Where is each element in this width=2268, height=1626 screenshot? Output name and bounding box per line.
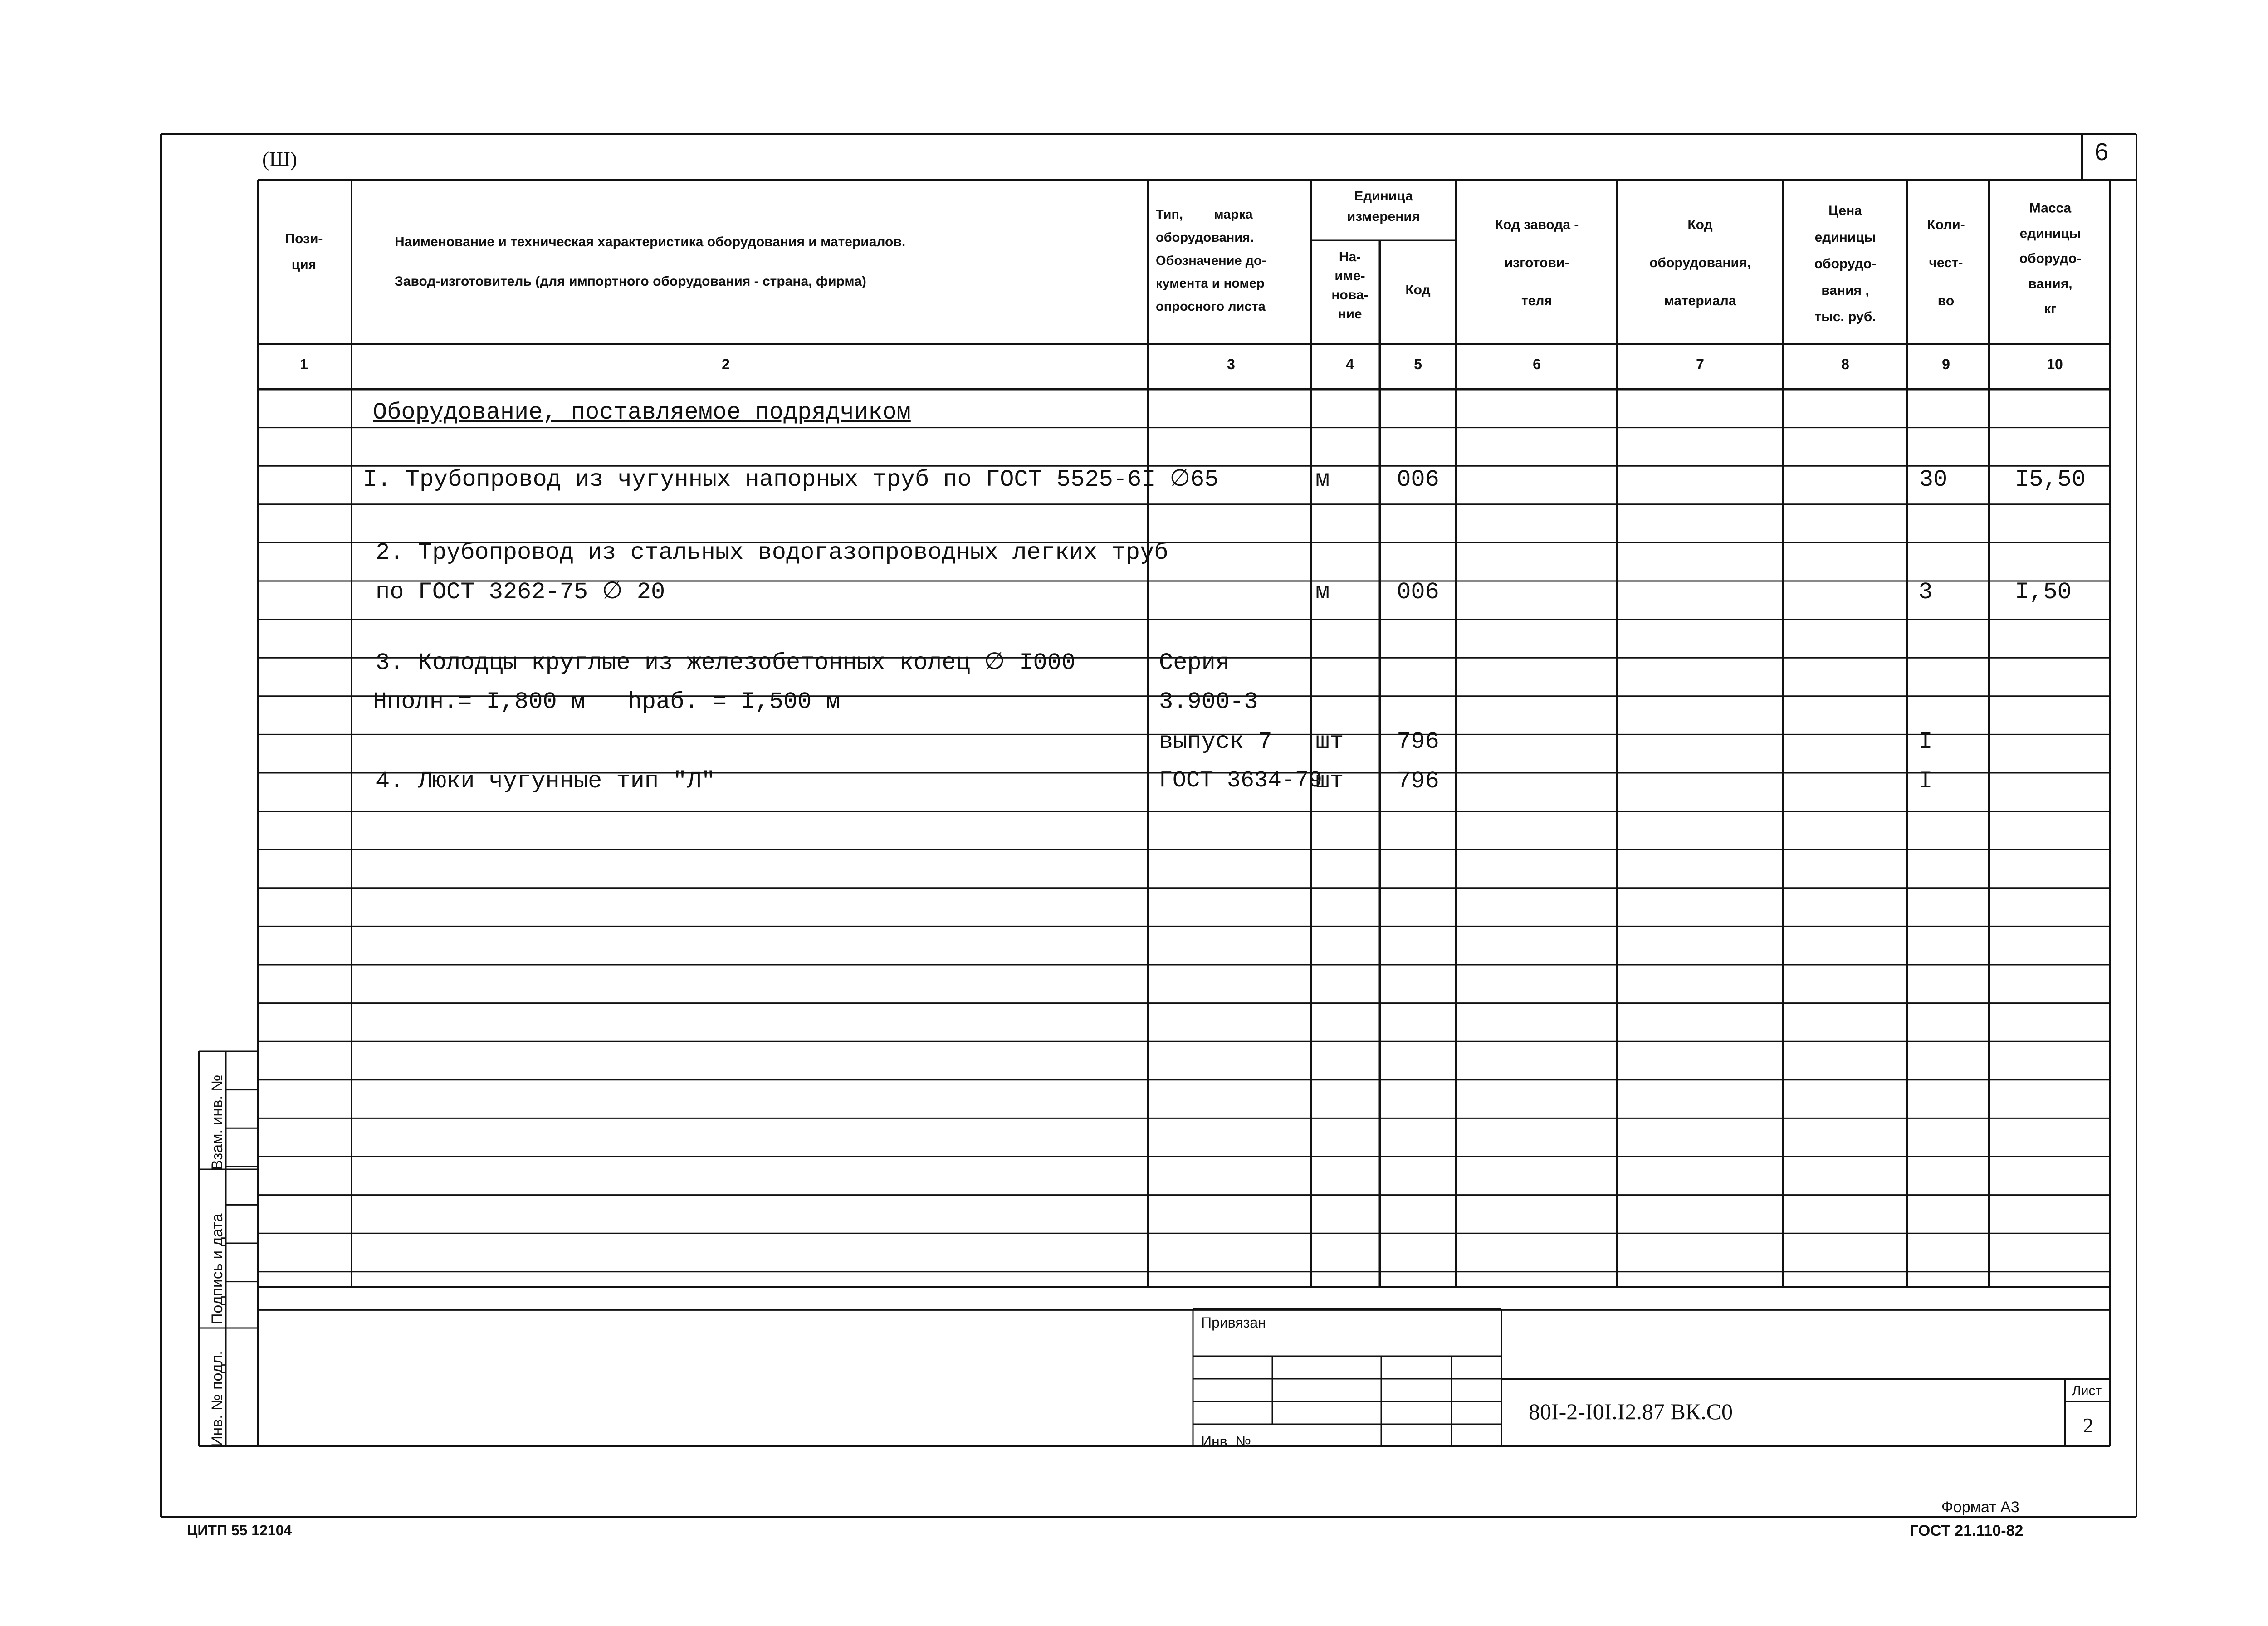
header-mass: Масса единицы оборудо- вания, кг — [2019, 200, 2082, 317]
table-row-name: 4. Люки чугунные тип "Л" — [376, 768, 715, 795]
header-equipment-code: Код оборудования, материала — [1649, 217, 1751, 308]
table-row-qty: 30 — [1919, 466, 1948, 493]
table-row-unit: м — [1315, 466, 1330, 493]
table-row-section-title: Оборудование, поставляемое подрядчиком — [373, 399, 911, 426]
header-unit-name: На- име- нова- ние — [1331, 249, 1369, 322]
table-row-code: 006 — [1397, 466, 1439, 493]
column-number-10: 10 — [2047, 356, 2063, 372]
table-row-qty: I — [1918, 768, 1933, 795]
table-row-unit: шт — [1315, 728, 1344, 755]
table-row-code: 796 — [1397, 728, 1439, 755]
table-row-type: Серия — [1159, 649, 1230, 676]
footer-format: Формат А3 — [1941, 1499, 2019, 1516]
header-type: Тип, марка оборудования. Обозначение до- кумента и номер опросного листа — [1156, 207, 1266, 314]
column-number-1: 1 — [300, 356, 308, 372]
header-factory-code: Код завода - изготови- теля — [1495, 217, 1579, 308]
header-quantity: Коли- чест- во — [1927, 217, 1965, 308]
table-row-name: I. Трубопровод из чугунных напорных труб по ГОСТ 5525-6I ∅65 — [363, 466, 1219, 493]
column-number-6: 6 — [1533, 356, 1541, 372]
table-row-type: ГОСТ 3634-79 — [1159, 768, 1323, 794]
table-row-mass: I,50 — [2015, 579, 2072, 605]
side-stamp-replacement-inventory: Взам. инв. № — [209, 1074, 226, 1170]
header-name: Наименование и техническая характеристика оборудования и материалов. Завод-изготовитель (для импортного оборудования - страна, фирма) — [395, 234, 906, 289]
sheet-list-label: Лист — [2072, 1383, 2102, 1398]
table-row-type: выпуск 7 — [1159, 728, 1272, 755]
side-stamp-original-inventory: Инв. № подл. — [209, 1351, 226, 1447]
column-number-4: 4 — [1346, 356, 1354, 372]
column-number-9: 9 — [1942, 356, 1950, 372]
footer-left-code: ЦИТП 55 12104 — [187, 1522, 292, 1538]
table-row-unit: шт — [1315, 768, 1344, 795]
section-mark: (Ш) — [262, 147, 298, 171]
sheet-list-number: 2 — [2083, 1414, 2093, 1437]
table-row-qty: I — [1918, 728, 1933, 755]
sheet-number: 6 — [2095, 138, 2109, 166]
header-price: Цена единицы оборудо- вания , тыс. руб. — [1814, 203, 1877, 324]
table-row-code: 006 — [1397, 579, 1439, 605]
table-row-qty: 3 — [1918, 579, 1933, 605]
table-row-name: по ГОСТ 3262-75 ∅ 20 — [376, 579, 665, 605]
document-code: 80I-2-I0I.I2.87 ВК.С0 — [1529, 1399, 1733, 1424]
table-row-unit: м — [1315, 579, 1330, 605]
column-number-5: 5 — [1414, 356, 1422, 372]
table-row-code: 796 — [1397, 768, 1439, 795]
column-number-3: 3 — [1227, 356, 1235, 372]
table-row-mass: I5,50 — [2015, 466, 2086, 493]
column-number-2: 2 — [722, 356, 730, 372]
side-stamp-signature-date: Подпись и дата — [209, 1213, 226, 1324]
column-number-7: 7 — [1696, 356, 1704, 372]
header-position: Пози- ция — [285, 231, 323, 272]
column-number-8: 8 — [1841, 356, 1849, 372]
stamp-inventory-no: Инв. № — [1201, 1433, 1251, 1450]
header-unit-group: Единица измерения — [1347, 189, 1420, 224]
footer-gost: ГОСТ 21.110-82 — [1910, 1522, 2024, 1539]
stamp-privyazan: Привязан — [1201, 1314, 1266, 1331]
header-unit-code: Код — [1405, 283, 1431, 298]
table-row-type: 3.900-3 — [1159, 688, 1258, 715]
table-row-name: 3. Колодцы круглые из железобетонных колец ∅ I000 — [376, 649, 1076, 676]
table-row-name: Нполн.= I,800 м hраб. = I,500 м — [373, 688, 840, 715]
table-row-name: 2. Трубопровод из стальных водогазопроводных легких труб — [376, 539, 1168, 566]
